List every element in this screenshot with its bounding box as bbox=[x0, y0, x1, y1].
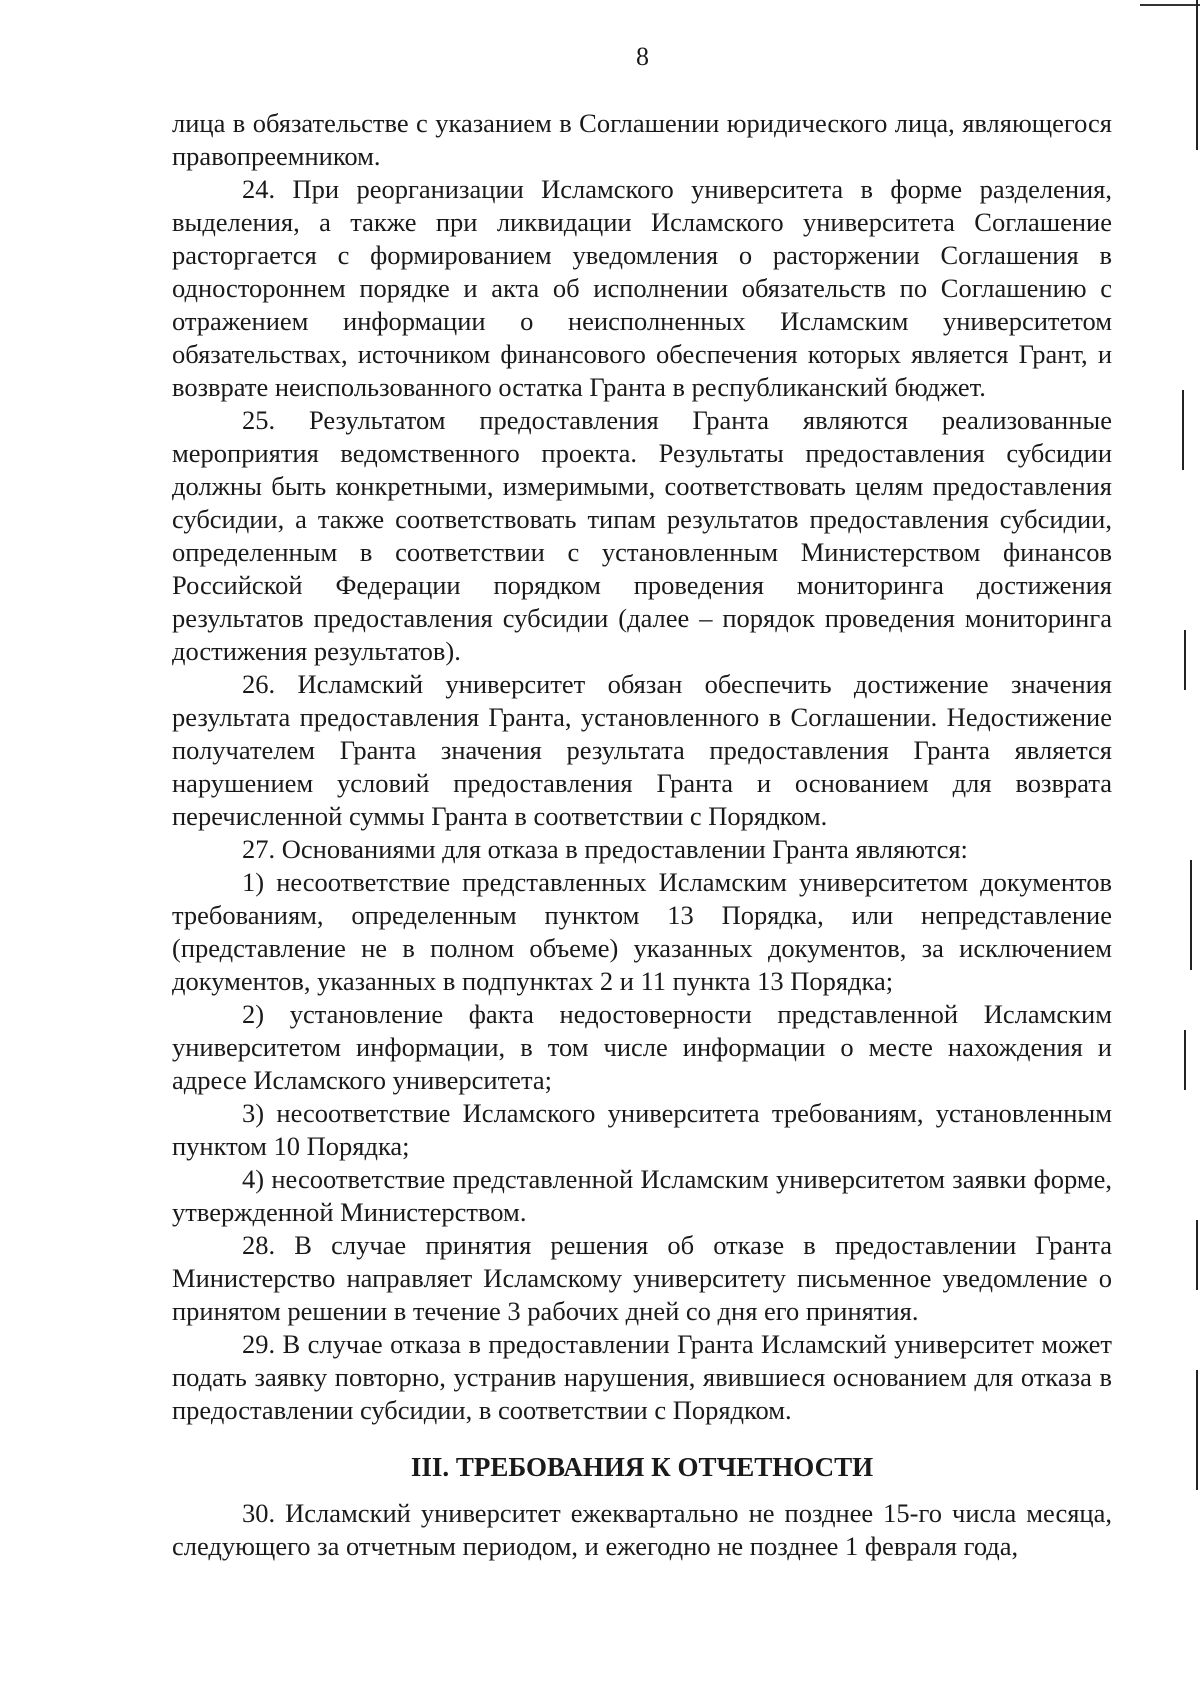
paragraph-25: 25. Результатом предоставления Гранта являются реализованные мероприятия ведомственного проекта. Результаты предоставления субсидии должны быть конкретными, измеримыми, соответствовать целям предоставления субсидии, а также соответствовать типам результатов предоставления субсидии, определенным в соответствии с установленным Министерством финансов Российской Федерации порядком проведения мониторинга достижения результатов предоставления субсидии (далее – порядок проведения мониторинга достижения результатов). bbox=[172, 405, 1112, 666]
paragraph-29: 29. В случае отказа в предоставлении Гранта Исламский университет может подать заявку повторно, устранив нарушения, явившиеся основанием для отказа в предоставлении субсидии, в соответствии с Порядком. bbox=[172, 1329, 1112, 1425]
scan-edge-mark bbox=[1190, 860, 1192, 970]
scan-edge-mark bbox=[1196, 1220, 1198, 1290]
scan-edge-mark bbox=[1182, 390, 1184, 470]
paragraph-26: 26. Исламский университет обязан обеспечить достижение значения результата предоставления Гранта, установленного в Соглашении. Недостижение получателем Гранта значения результата предоставления Гранта является нарушением условий предоставления Гранта и основанием для возврата перечисленной суммы Гранта в соответствии с Порядком. bbox=[172, 669, 1112, 831]
document-body bbox=[172, 107, 1112, 1563]
paragraph-continuation: лица в обязательстве с указанием в Соглашении юридического лица, являющегося правопреемником. bbox=[172, 108, 1112, 171]
paragraph-27-item-4: 4) несоответствие представленной Исламским университетом заявки форме, утвержденной Министерством. bbox=[172, 1164, 1112, 1227]
paragraph-30: 30. Исламский университет ежеквартально не позднее 15-го числа месяца, следующего за отчетным периодом, и ежегодно не позднее 1 февраля года, bbox=[172, 1498, 1112, 1561]
paragraph-28: 28. В случае принятия решения об отказе в предоставлении Гранта Министерство направляет Исламскому университету письменное уведомление о принятом решении в течение 3 рабочих дней со дня его принятия. bbox=[172, 1230, 1112, 1326]
paragraph-27-item-2: 2) установление факта недостоверности представленной Исламским университетом информации, в том числе информации о месте нахождения и адресе Исламского университета; bbox=[172, 999, 1112, 1095]
scan-corner-mark bbox=[1140, 0, 1200, 6]
scan-edge-mark bbox=[1184, 1030, 1186, 1090]
paragraph-27-item-3: 3) несоответствие Исламского университета требованиям, установленным пунктом 10 Порядка; bbox=[172, 1098, 1112, 1161]
scan-edge-mark bbox=[1184, 630, 1186, 690]
paragraph-24: 24. При реорганизации Исламского университета в форме разделения, выделения, а также при ликвидации Исламского университета Соглашение расторгается с формированием уведомления о расторжении Соглашения в одностороннем порядке и акта об исполнении обязательств по Соглашению с отражением информации о неисполненных Исламским университетом обязательствах, источником финансового обеспечения которых является Грант, и возврате неиспользованного остатка Гранта в республиканский бюджет. bbox=[172, 174, 1112, 402]
paragraph-27-item-1: 1) несоответствие представленных Исламским университетом документов требованиям, определенным пунктом 13 Порядка, или непредставление (представление не в полном объеме) указанных документов, за исключением документов, указанных в подпунктах 2 и 11 пункта 13 Порядка; bbox=[172, 867, 1112, 996]
page-number: 8 bbox=[636, 42, 649, 71]
scan-edge-mark bbox=[1196, 0, 1198, 150]
paragraph-27: 27. Основаниями для отказа в предоставлении Гранта являются: bbox=[242, 834, 968, 864]
scan-edge-mark bbox=[1196, 1370, 1198, 1490]
section-heading: III. ТРЕБОВАНИЯ К ОТЧЕТНОСТИ bbox=[410, 1452, 874, 1482]
